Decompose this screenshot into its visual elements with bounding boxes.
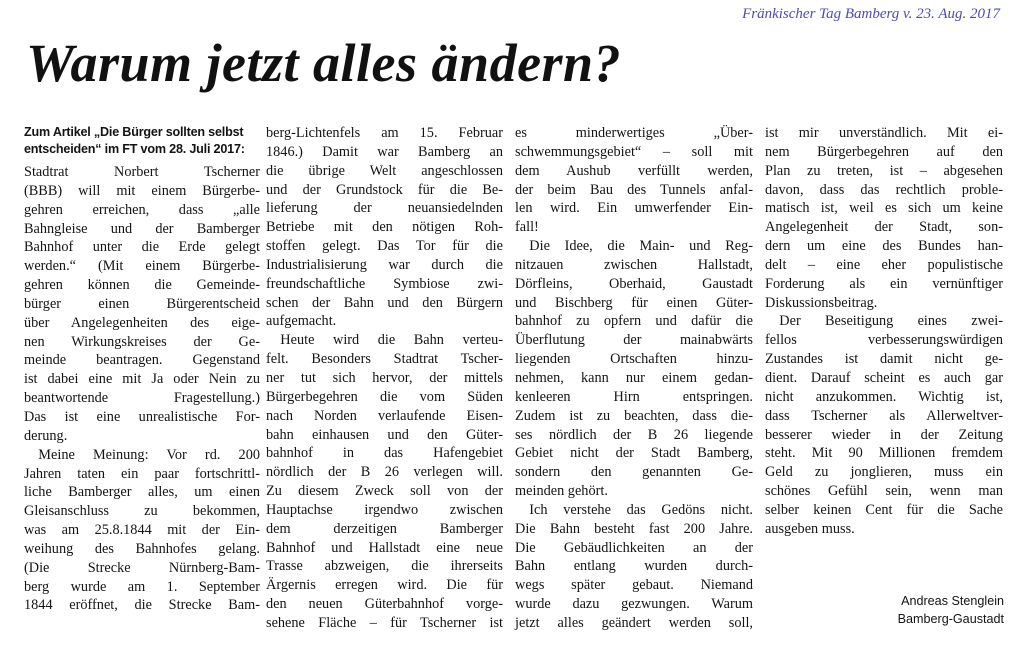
text-line: schen der Bahn und den Bürgern	[266, 294, 503, 311]
text-line: ist dabei eine mit Ja oder Nein zu	[24, 371, 260, 388]
text-line: schönes Gefühl sein, wenn man	[765, 483, 1003, 500]
text-line: Ich verstehe das Gedöns nicht.	[529, 501, 753, 518]
author-signature	[800, 592, 1004, 628]
text-line: liegenden Ortschaften hinzu-	[515, 351, 753, 368]
author-name: Andreas Stenglein	[901, 594, 1004, 608]
text-line: ausgeben muss.	[765, 520, 855, 537]
text-line: ner tut sich hervor, der mittels	[266, 369, 503, 386]
text-line: berg wurde am 1. September	[24, 578, 260, 595]
text-line: Das ist eine unrealistische For-	[24, 408, 260, 425]
text-line: dem derzeitigen Bamberger	[266, 520, 503, 537]
text-line: bahnhof zu opfern und dafür die	[515, 313, 753, 330]
text-line: Zudem ist zu beachten, dass die-	[515, 407, 753, 424]
text-line: Bahn entlang wurden durch-	[515, 558, 753, 575]
text-line: nach Norden verlaufende Eisen-	[266, 407, 503, 424]
author-place: Bamberg-Gaustadt	[897, 612, 1004, 626]
text-line: Gleisanschluss zu bekommen,	[24, 503, 260, 520]
text-line: nitzauen zwischen Hallstadt,	[515, 256, 753, 273]
text-line: Trasse abzweigen, die ihrerseits	[266, 558, 503, 575]
article-column-4	[765, 124, 1003, 539]
text-line: (Die Strecke Nürnberg-Bam-	[24, 559, 260, 576]
text-line: Hauptachse irgendwo zwischen	[266, 501, 503, 518]
text-line: nehmen, kann nur einem gedan-	[515, 369, 753, 386]
text-line: Geld zu jonglieren, muss ein	[765, 464, 1003, 481]
text-line: Ärgernis erregen wird. Die für	[266, 577, 503, 594]
text-line: Forderung als ein vernünftiger	[765, 275, 1003, 292]
text-line: sondern den genannten Ge-	[515, 464, 753, 481]
text-line: Dörfleins, Oberhaid, Gaustadt	[515, 275, 753, 292]
text-line: Bahnhof unter die Erde gelegt	[24, 239, 260, 256]
text-line: es minderwertiges „Über-	[515, 125, 753, 141]
headline: Warum jetzt alles ändern?	[26, 33, 622, 93]
text-line: nen Wirkungskreises der Ge-	[24, 333, 260, 350]
text-line: jetzt alles geändert werden soll,	[515, 614, 753, 631]
text-line: ses nördlich der B 26 liegende	[515, 426, 753, 443]
text-line: wurde dazu gezwungen. Warum	[515, 596, 753, 613]
text-line: freundschaftliche Symbiose zwi-	[266, 275, 503, 292]
text-line: meinde beantragen. Gegenstand	[24, 352, 260, 369]
text-line: werden.“ (Mit einem Bürgerbe-	[24, 258, 260, 275]
text-line: und der Grundstock für die Be-	[266, 181, 503, 198]
text-line: fall!	[515, 219, 539, 236]
text-line: weihung des Bahnhofes gelang.	[24, 540, 260, 557]
text-line: Bahnhof und Hallstadt eine neue	[266, 539, 503, 556]
text-line: Jahren taten ein paar fortschrittl-	[24, 465, 260, 482]
text-line: Die Gebäudlichkeiten an der	[515, 539, 753, 556]
article-column-2	[266, 124, 503, 633]
text-line: nem Bürgerbegehren auf den	[765, 143, 1003, 160]
text-line: Zu diesem Zweck soll von der	[266, 483, 503, 500]
text-line: über Angelegenheiten des eige-	[24, 314, 260, 331]
text-line: und Bischberg für einen Güter-	[515, 294, 753, 311]
text-line: beantwortende Fragestellung.)	[24, 390, 260, 407]
text-line: dern um eine des Bundes han-	[765, 238, 1003, 255]
text-line: bahn einhausen und den Güter-	[266, 426, 503, 443]
text-line: bahnhof in das Hafengebiet	[266, 445, 503, 462]
text-line: derung.	[24, 427, 68, 444]
article-column-3	[515, 124, 753, 633]
text-line: der beim Bau des Tunnels anfal-	[515, 181, 753, 198]
text-line: Zustandes ist damit nicht ge-	[765, 351, 1003, 368]
text-line: schwemmungsgebiet“ – soll mit	[515, 143, 753, 160]
text-line: Gebiet nicht der Stadt Bamberg,	[515, 445, 753, 462]
article-column-1	[24, 124, 260, 615]
text-line: liche Bamberger alles, um einen	[24, 484, 260, 501]
text-line: die übrige Welt angeschlossen	[266, 162, 503, 179]
text-line: nicht anzukommen. Wichtig ist,	[765, 388, 1003, 405]
text-line: dass Tscherner als Allerweltver-	[765, 407, 1003, 424]
text-line: Plan zu treten, ist – abgesehen	[765, 162, 1003, 179]
text-line: Betriebe mit den nötigen Roh-	[266, 219, 503, 236]
text-line: aufgemacht.	[266, 313, 337, 330]
text-line: Diskussionsbeitrag.	[765, 294, 878, 311]
text-line: 1846.) Damit war Bamberg an	[266, 143, 503, 160]
column-text	[266, 124, 503, 633]
text-line: (BBB) will mit einem Bürgerbe-	[24, 182, 260, 199]
text-line: 1844 eröffnet, die Strecke Bam-	[24, 597, 260, 614]
text-line: ist mir unverständlich. Mit ei-	[765, 125, 1003, 141]
text-line: Bürgerbegehren die vom Süden	[266, 388, 503, 405]
column-text	[515, 124, 753, 633]
text-line: dient. Darauf scheint es auch gar	[765, 369, 1003, 386]
text-line: den neuen Güterbahnhof vorge-	[266, 596, 503, 613]
text-line: stoffen gelegt. Das Tor für die	[266, 238, 503, 255]
source-line: Fränkischer Tag Bamberg v. 23. Aug. 2017	[742, 6, 1000, 22]
text-line: was am 25.8.1844 mit der Ein-	[24, 522, 260, 539]
text-line: steht. Mit 90 Millionen fremdem	[765, 445, 1003, 462]
text-line: matisch ist, weil es sich um keine	[765, 200, 1003, 217]
text-line: Überflutung der mainabwärts	[515, 332, 753, 349]
text-line: dem Aushub verfüllt werden,	[515, 162, 753, 179]
text-line: besserer wieder in der Zeitung	[765, 426, 1003, 443]
text-line: fellos verbesserungswürdigen	[765, 332, 1003, 349]
column-text	[24, 163, 260, 615]
text-line: Stadtrat Norbert Tscherner	[24, 164, 260, 180]
text-line: davon, dass das rechtlich proble-	[765, 181, 1003, 198]
text-line: delt – eine eher populistische	[765, 256, 1003, 273]
text-line: felt. Besonders Stadtrat Tscher-	[266, 351, 503, 368]
lead-in	[24, 124, 260, 157]
text-line: Die Bahn besteht fast 200 Jahre.	[515, 520, 753, 537]
text-line: meinden gehört.	[515, 483, 608, 500]
text-line: len wird. Ein umwerfender Ein-	[515, 200, 753, 217]
lead-in-line: Zum Artikel „Die Bürger sollten selbst	[24, 125, 244, 139]
text-line: berg-Lichtenfels am 15. Februar	[266, 125, 503, 141]
text-line: sehene Fläche – für Tscherner ist	[266, 614, 503, 631]
text-line: Industrialisierung war durch die	[266, 256, 503, 273]
text-line: selber keinen Cent für die Sache	[765, 501, 1003, 518]
text-line: Angelegenheit der Stadt, son-	[765, 219, 1003, 236]
text-line: bürger einen Bürgerentscheid	[24, 295, 260, 312]
text-line: gehren können die Gemeinde-	[24, 277, 260, 294]
text-line: Der Beseitigung eines zwei-	[779, 313, 1003, 330]
text-line: lieferung der neuansiedelnden	[266, 200, 503, 217]
text-line: Bahngleise und der Bamberger	[24, 220, 260, 237]
text-line: wegs später gebaut. Niemand	[515, 577, 753, 594]
column-text	[765, 124, 1003, 539]
text-line: kenleeren Hirn entspringen.	[515, 388, 753, 405]
lead-in-line: entscheiden“ im FT vom 28. Juli 2017:	[24, 141, 245, 156]
text-line: Heute wird die Bahn verteu-	[280, 332, 503, 349]
text-line: Meine Meinung: Vor rd. 200	[38, 446, 260, 463]
text-line: nördlich der B 26 verlegen will.	[266, 464, 503, 481]
text-line: Die Idee, die Main- und Reg-	[529, 238, 753, 255]
text-line: gehren erreichen, dass „alle	[24, 201, 260, 218]
